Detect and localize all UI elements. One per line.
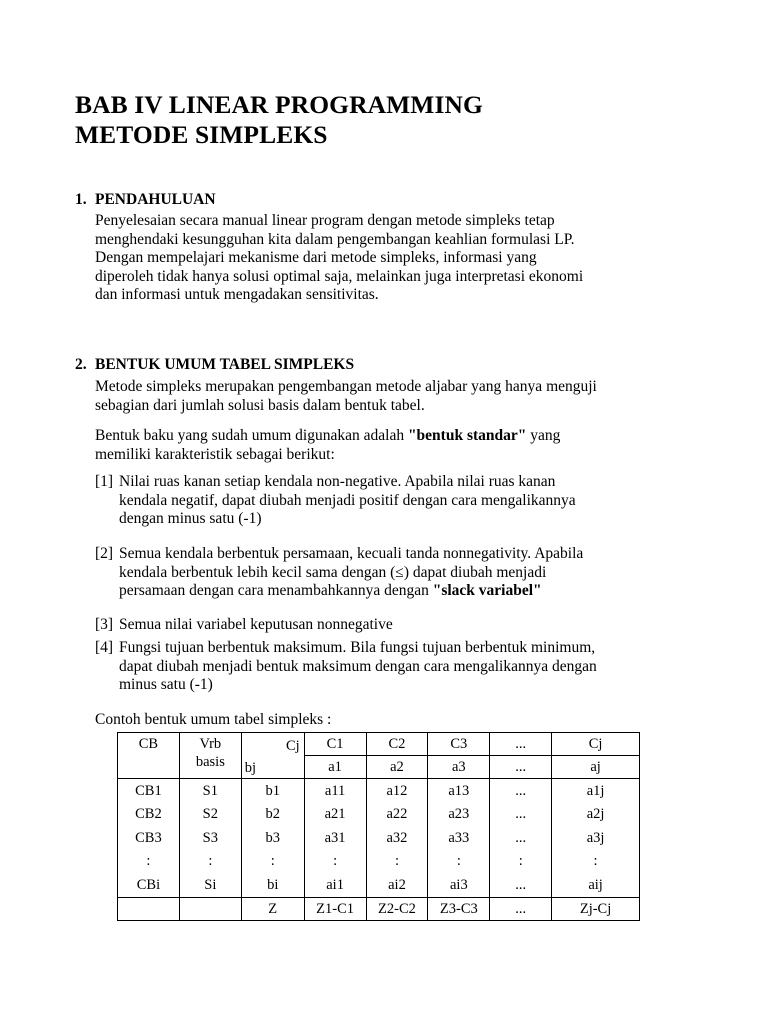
table-cell: Z3-C3 bbox=[428, 897, 490, 920]
table-cell: CB3 bbox=[118, 826, 180, 850]
table-cell: : bbox=[118, 850, 180, 874]
subheader-a3: a3 bbox=[428, 756, 490, 779]
table-cell: Si bbox=[179, 873, 241, 897]
table-cell: CB1 bbox=[118, 779, 180, 803]
header-c2: C2 bbox=[366, 733, 428, 756]
subheader-a1: a1 bbox=[304, 756, 366, 779]
table-cell: b1 bbox=[241, 779, 304, 803]
paragraph-line: memiliki karakteristik sebagai berikut: bbox=[95, 445, 335, 463]
simplex-table bbox=[117, 732, 640, 921]
list-index: [3] bbox=[95, 616, 114, 633]
table-cell: : bbox=[179, 850, 241, 874]
document-title bbox=[75, 90, 715, 150]
item-line: Fungsi tujuan berbentuk maksimum. Bila fungsi tujuan berbentuk minimum, bbox=[119, 639, 596, 656]
table-cell bbox=[118, 897, 180, 920]
header-cb-text: CB bbox=[138, 736, 159, 752]
header-c1: C1 bbox=[304, 733, 366, 756]
section-2-paragraph-2 bbox=[95, 427, 695, 464]
list-index: [2] bbox=[95, 545, 114, 562]
table-cell: a1j bbox=[552, 779, 640, 803]
section-1-number: 1. bbox=[75, 191, 87, 208]
table-cell: a21 bbox=[304, 803, 366, 827]
section-1-paragraph bbox=[95, 212, 695, 305]
table-cell: : bbox=[304, 850, 366, 874]
title-line-1: BAB IV LINEAR PROGRAMMING bbox=[75, 90, 483, 119]
table-cell: aij bbox=[552, 873, 640, 897]
table-cell: a33 bbox=[428, 826, 490, 850]
list-index: [4] bbox=[95, 639, 114, 656]
table-cell: a23 bbox=[428, 803, 490, 827]
table-row bbox=[118, 850, 640, 874]
header-cj: Cj bbox=[552, 733, 640, 756]
list-item-4 bbox=[95, 639, 719, 695]
item-line: kendala berbentuk lebih kecil sama dengan (≤) dapat diubah menjadi bbox=[119, 563, 547, 581]
table-row bbox=[118, 826, 640, 850]
table-cell bbox=[179, 897, 241, 920]
table-cell: ... bbox=[490, 826, 552, 850]
table-caption: Contoh bentuk umum tabel simpleks : bbox=[95, 711, 332, 728]
table-header-row bbox=[118, 733, 640, 756]
item-line: dapat diubah menjadi bentuk maksimum dengan cara mengalikannya dengan bbox=[119, 657, 597, 675]
section-2-heading bbox=[75, 356, 354, 374]
text-run: yang bbox=[526, 427, 561, 444]
text-run: Bentuk baku yang sudah umum digunakan adalah bbox=[95, 427, 408, 444]
paragraph-line: Dengan mempelajari mekanisme dari metode simpleks, informasi yang bbox=[95, 249, 537, 266]
table-cell: S3 bbox=[179, 826, 241, 850]
table-cell: a2j bbox=[552, 803, 640, 827]
list-index: [1] bbox=[95, 473, 114, 490]
paragraph-line: dan informasi untuk mengadakan sensitivitas. bbox=[95, 286, 379, 303]
table-cell: a3j bbox=[552, 826, 640, 850]
paragraph-line: Penyelesaian secara manual linear program dengan metode simpleks tetap bbox=[95, 212, 555, 229]
subheader-aj: aj bbox=[552, 756, 640, 779]
table-cell: : bbox=[428, 850, 490, 874]
table-cell: S1 bbox=[179, 779, 241, 803]
table-cell: a32 bbox=[366, 826, 428, 850]
table-cell: a22 bbox=[366, 803, 428, 827]
table-cell: a13 bbox=[428, 779, 490, 803]
table-cell: ai2 bbox=[366, 873, 428, 897]
paragraph-line: sebagian dari jumlah solusi basis dalam bentuk tabel. bbox=[95, 396, 425, 414]
section-1-title: PENDAHULUAN bbox=[95, 191, 216, 208]
table-cell: b3 bbox=[241, 826, 304, 850]
table-cell: ai3 bbox=[428, 873, 490, 897]
bold-term-slack-variabel: "slack variabel" bbox=[432, 582, 542, 599]
table-cell: a11 bbox=[304, 779, 366, 803]
table-cell: CB2 bbox=[118, 803, 180, 827]
header-c3: C3 bbox=[428, 733, 490, 756]
paragraph-line: Metode simpleks merupakan pengembangan metode aljabar yang hanya menguji bbox=[95, 378, 597, 395]
table-cell: ai1 bbox=[304, 873, 366, 897]
item-line: Semua kendala berbentuk persamaan, kecuali tanda nonnegativity. Apabila bbox=[119, 545, 584, 562]
bold-term-bentuk-standar: "bentuk standar" bbox=[407, 427, 527, 444]
table-z-row bbox=[118, 897, 640, 920]
subheader-a2: a2 bbox=[366, 756, 428, 779]
table-cell: CBi bbox=[118, 873, 180, 897]
table-cell: bi bbox=[241, 873, 304, 897]
header-ellipsis: ... bbox=[490, 733, 552, 756]
section-2-title: BENTUK UMUM TABEL SIMPLEKS bbox=[95, 356, 355, 373]
item-line: Nilai ruas kanan setiap kendala non-negative. Apabila nilai ruas kanan bbox=[119, 473, 556, 490]
table-cell: b2 bbox=[241, 803, 304, 827]
header-bj-text: bj bbox=[244, 759, 257, 776]
header-cb bbox=[118, 733, 180, 779]
item-line: dengan minus satu (-1) bbox=[119, 510, 262, 527]
table-cell: ... bbox=[490, 803, 552, 827]
table-row bbox=[118, 873, 640, 897]
table-cell: : bbox=[552, 850, 640, 874]
table-cell: : bbox=[241, 850, 304, 874]
table-cell: Z bbox=[241, 897, 304, 920]
table-cell: S2 bbox=[179, 803, 241, 827]
table-cell: a31 bbox=[304, 826, 366, 850]
section-2-number: 2. bbox=[75, 356, 87, 373]
table-cell: Z2-C2 bbox=[366, 897, 428, 920]
header-cj-text: Cj bbox=[285, 737, 300, 754]
table-cell: Z1-C1 bbox=[304, 897, 366, 920]
table-cell: a12 bbox=[366, 779, 428, 803]
table-cell: : bbox=[490, 850, 552, 874]
header-vrb-text: Vrb bbox=[199, 736, 222, 752]
table-row bbox=[118, 779, 640, 803]
paragraph-line: menghendaki kesungguhan kita dalam pengembangan keahlian formulasi LP. bbox=[95, 230, 575, 248]
list-item-2 bbox=[95, 545, 719, 601]
table-cell: ... bbox=[490, 897, 552, 920]
header-vrb-basis bbox=[179, 733, 241, 779]
header-basis-text: basis bbox=[195, 754, 225, 770]
table-row bbox=[118, 803, 640, 827]
paragraph-line: diperoleh tidak hanya solusi optimal saja, melainkan juga interpretasi ekonomi bbox=[95, 267, 584, 285]
table-cell: Zj-Cj bbox=[552, 897, 640, 920]
item-line: persamaan dengan cara menambahkannya dengan bbox=[119, 582, 433, 599]
item-line: kendala negatif, dapat diubah menjadi positif dengan cara mengalikannya bbox=[119, 491, 576, 509]
list-item-3 bbox=[95, 616, 719, 635]
section-2-paragraph-1 bbox=[95, 378, 695, 415]
table-cell: ... bbox=[490, 779, 552, 803]
table-cell: ... bbox=[490, 873, 552, 897]
header-cj-bj bbox=[241, 733, 304, 779]
item-line: minus satu (-1) bbox=[119, 676, 213, 693]
item-line: Semua nilai variabel keputusan nonnegative bbox=[119, 616, 393, 633]
table-cell: : bbox=[366, 850, 428, 874]
section-1-heading bbox=[75, 191, 216, 209]
list-item-1 bbox=[95, 473, 719, 529]
title-line-2: METODE SIMPLEKS bbox=[75, 120, 328, 149]
paragraph-line bbox=[95, 427, 695, 446]
subheader-ellipsis: ... bbox=[490, 756, 552, 779]
